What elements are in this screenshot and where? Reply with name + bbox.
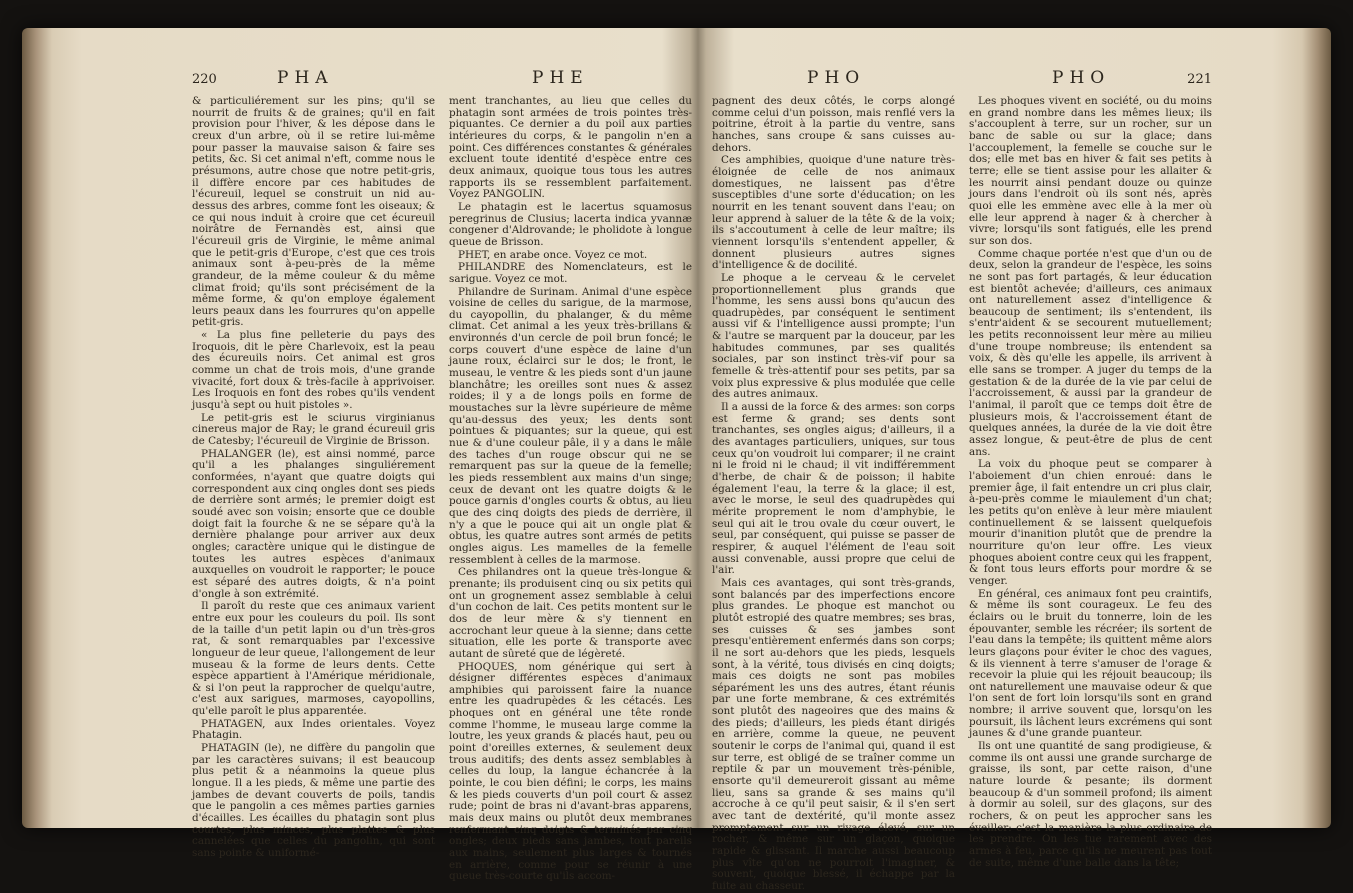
paragraph: Ces philandres ont la queue très-longue & prenante; ils produisent cinq ou six petits qui ont un grognement assez semblable à celui d'un cochon de lait. Ces petits montent sur le dos de leur mère & s'y tiennent en accrochant leur queue à la sienne; dans cette situation, elle les porte & transporte avec autant de sûreté que de légèreté. <box>449 566 692 660</box>
text-column <box>969 95 1212 869</box>
paragraph: « La plus fine pelleterie du pays des Iroquois, dit le père Charlevoix, est la peau des écureuils noirs. Cet animal est gros comme un chat de trois mois, d'une grande vivacité, fort doux & très-facile à apprivoiser. Les Iroquois en font des robes qu'ils vendent jusqu'à sept ou huit pistoles ». <box>192 329 435 412</box>
paragraph: Ils ont une quantité de sang prodigieuse, & comme ils ont aussi une grande surcharge de graisse, ils sont, par cette raison, d'une nature lourde & pesante; ils dorment beaucoup & d'un sommeil profond; ils aiment à dormir au soleil, sur des glaçons, sur des rochers, & on peut les approcher sans les éveiller: c'est la manière la plus ordinaire de les prendre. On les tue rarement avec des armes à feu, parce qu'ils ne meurent pas tout de suite, même d'une balle dans la tête; <box>969 740 1212 869</box>
paragraph: Le petit-gris est le sciurus virginianus cinereus major de Ray; le grand écureuil gris de Catesby; l'écureuil de Virginie de Brisson. <box>192 411 435 448</box>
paragraph: & particuliérement sur les pins; qu'il se nourrit de fruits & de graines; qu'il en fait provision pour l'hiver, & les dépose dans le creux d'un arbre, où il se retire lui-même pour passer la mauvaise saison & faire ses petits, &c. Si cet animal n'eft, comme nous le présumons, autre chose que notre petit-gris, il diffère encore par ces habitudes de l'écureuil, lequel se construit un nid au-dessus des arbres, comme font les oiseaux; & ce qui nous induit à croire que cet écureuil noirâtre de Fernandès est, ainsi que l'écureuil gris de Virginie, le même animal que le petit-gris d'Europe, c'est que ces trois animaux sont à-peu-près de la même grandeur, de la même couleur & du même climat froid; qu'ils sont précisément de la même forme, & qu'on employe également leurs peaux dans les fourrures qu'on appelle petit-gris. <box>192 95 435 329</box>
page-number: 221 <box>1187 72 1212 87</box>
page-number: 220 <box>192 72 217 87</box>
header-word: PHA <box>277 68 334 88</box>
header-word: PHE <box>532 68 589 88</box>
paragraph: Le phoque a le cerveau & le cervelet proportionnellement plus grands que l'homme, les sens aussi bons qu'aucun des quadrupèdes, par conséquent le sentiment aussi vif & l'intelligence aussi prompte; l'un & l'autre se marquent par la douceur, par les habitudes communes, par ses qualités sociales, par son instinct très-vif pour sa femelle & très-attentif pour ses petits, par sa voix plus expressive & plus modulée que celle des autres animaux. <box>712 271 955 401</box>
left-running-head <box>192 68 692 96</box>
paragraph: La voix du phoque peut se comparer à l'aboiement d'un chien enroué: dans le premier âge, il fait entendre un cri plus clair, à-peu-près comme le miaulement d'un chat; les petits qu'on enlève à leur mère miaulent continuellement & se laissent quelquefois mourir d'inanition plutôt que de prendre la nourriture qu'on leur offre. Les vieux phoques aboient contre ceux qui les frappent, & font tous leurs efforts pour mordre & se venger. <box>969 458 1212 587</box>
text-column <box>449 95 692 883</box>
paragraph: PHATAGIN (le), ne diffère du pangolin que par les caractères suivans; il est beaucoup plus petit & a néanmoins la queue plus longue. Il a les pieds, & même une partie des jambes de devant couverts de poils, tandis que le pangolin a ces mêmes parties garnies d'écailles. Les écailles du phatagin sont plus courtes, plus minces, plus plattes & plus cannelées que celles du pangolin, qui sont sans pointe & uniformé- <box>192 742 435 859</box>
paragraph: Mais ces avantages, qui sont très-grands, sont balancés par des imperfections encore plus grandes. Le phoque est manchot ou plutôt estropié des quatre membres; ses bras, ses cuisses & ses jambes sont presqu'entièrement enfermés dans son corps; il ne sort au-dehors que les pieds, lesquels sont, à la vérité, tous divisés en cinq doigts; mais ces doigts ne sont pas mobiles séparément les uns des autres, étant réunis par une forte membrane, & ces extrémités sont plutôt des nageoires que des mains & des pieds; d'ailleurs, les pieds étant dirigés en arrière, comme la queue, ne peuvent soutenir le corps de l'animal qui, quand il est sur terre, est obligé de se traîner comme un reptile & par un mouvement très-pénible, ensorte qu'il demeureroit gissant au même lieu, sans sa grande & ses mains qu'il accroche à ce qu'il peut saisir, & il s'en sert avec tant de dextérité, qu'il monte assez promptement sur un rivage élevé, sur un rocher, & même sur un glaçon, quoique rapide & glissant. Il marche aussi beaucoup plus vîte qu'on ne pourroit l'imaginer, & souvent, quoique blessé, il échappe par la fuite au chasseur. <box>712 576 955 892</box>
paragraph: PHALANGER (le), est ainsi nommé, parce qu'il a les phalanges singuliérement conformées, n'ayant que quatre doigts qui correspondent aux cinq ongles dont ses pieds de derrière sont armés; le premier doigt est soudé avec son voisin; ensorte que ce double doigt fait la fourche & ne se sépare qu'à la dernière phalange pour arriver aux deux ongles; caractère unique qui le distingue de toutes les autres espèces d'animaux auxquelles on voudroit le rapporter; le pouce est séparé des autres doigts, & n'a point d'ongle à son extrémité. <box>192 447 435 600</box>
paragraph: Il a aussi de la force & des armes: son corps est ferme & grand; ses dents sont tranchantes, ses ongles aigus; d'ailleurs, il a des avantages particuliers, uniques, sur tous ceux qu'on voudroit lui comparer; il ne craint ni le froid ni le chaud; il vit indifféremment d'herbe, de chair & de poisson; il habite également l'eau, la terre & la glace; il est, avec le morse, le seul des quadrupèdes qui mérite proprement le nom d'amphybie, le seul qui ait le trou ovale du cœur ouvert, le seul, par conséquent, qui puisse se passer de respirer, & auquel l'élément de l'eau soit aussi convenable, aussi propre que celui de l'air. <box>712 401 955 577</box>
paragraph: Les phoques vivent en société, ou du moins en grand nombre dans les mêmes lieux; ils s'accouplent à terre, sur un rocher, sur un banc de sable ou sur la glace; dans l'accouplement, la femelle se couche sur le dos; elle met bas en hiver & fait ses petits à terre; elle se tient assise pour les allaiter & les nourrit ainsi pendant douze ou quinze jours dans l'endroit où ils sont nés, après quoi elle les emmène avec elle à la mer où elle leur apprend à nager & à chercher à vivre; lorsqu'ils sont fatigués, elle les prend sur son dos. <box>969 95 1212 247</box>
paragraph: En général, ces animaux font peu craintifs, & même ils sont courageux. Le feu des éclairs ou le bruit du tonnerre, loin de les épouvanter, semble les récréer; ils sortent de l'eau dans la tempête; ils quittent même alors leurs glaçons pour éviter le choc des vagues, & ils viennent à terre s'amuser de l'orage & recevoir la pluie qui les réjouit beaucoup; ils ont naturellement une mauvaise odeur & que l'on sent de fort loin lorsqu'ils sont en grand nombre; il arrive souvent que, lorsqu'on les poursuit, ils lâchent leurs excrémens qui sont jaunes & d'une grande puanteur. <box>969 587 1212 740</box>
paragraph: Ces amphibies, quoique d'une nature très-éloignée de celle de nos animaux domestiques, ne laissent pas d'être susceptibles d'une sorte d'éducation; on les nourrit en les tenant souvent dans l'eau; on leur apprend à saluer de la tête & de la voix; ils s'accoutument à celle de leur maître; ils viennent lorsqu'ils s'entendent appeller, & donnent plusieurs autres signes d'intelligence & de docilité. <box>712 154 955 272</box>
open-book <box>22 28 1331 892</box>
paragraph: pagnent des deux côtés, le corps alongé comme celui d'un poisson, mais renflé vers la poitrine, étroit à la partie du ventre, sans hanches, sans croupe & sans cuisses au-dehors. <box>712 95 955 154</box>
header-word: PHO <box>1052 68 1111 88</box>
paragraph: Le phatagin est le lacertus squamosus peregrinus de Clusius; lacerta indica yvannæ congener d'Aldrovande; le pholidote à longue queue de Brisson. <box>449 200 692 248</box>
paragraph: PHET, en arabe once. Voyez ce mot. <box>458 248 648 261</box>
left-page <box>192 68 692 883</box>
right-page <box>712 68 1212 892</box>
paragraph: PHILANDRE des Nomenclateurs, est le sarigue. Voyez ce mot. <box>449 261 692 285</box>
paragraph: ment tranchantes, au lieu que celles du phatagin sont armées de trois pointes très-piquantes. Ce dernier a du poil aux parties intérieures du corps, & le pangolin n'en a point. Ces différences constantes & générales excluent toute identité d'espèce entre ces deux animaux, quoique tous tous les autres rapports ils se ressemblent parfaitement. Voyez PANGOLIN. <box>449 95 692 201</box>
right-running-head <box>712 68 1212 96</box>
text-column <box>712 95 955 892</box>
header-word: PHO <box>807 68 866 88</box>
paragraph: PHATAGEN, aux Indes orientales. Voyez Phatagin. <box>192 717 435 742</box>
paragraph: Il paroît du reste que ces animaux varient entre eux pour les couleurs du poil. Ils sont de la taille d'un petit lapin ou d'un très-gros rat, & sont remarquables par l'excessive longueur de leur queue, l'allongement de leur museau & la forme de leurs dents. Cette espèce appartient à l'Amérique méridionale, & si l'on peut la rapprocher de quelqu'autre, c'est aux sarigues, marmoses, cayopollins, qu'elle paroît le plus apparentée. <box>192 600 435 718</box>
paragraph: PHOQUES, nom générique qui sert à désigner différentes espèces d'animaux amphibies qui paroissent faire la nuance entre les quadrupèdes & les cétacés. Les phoques ont en général une tête ronde comme l'homme, le museau large comme la loutre, les yeux grands & placés haut, peu ou point d'oreilles externes, & seulement deux trous auditifs; des dents assez semblables à celles du loup, la langue échancrée à la pointe, le cou bien défini; le corps, les mains & les pieds couverts d'un poil court & assez rude; point de bras ni d'avant-bras apparens, mais deux mains ou plutôt deux membranes renfermant cinq doigts & terminés par cinq ongles; deux pieds sans jambes, tout pareils aux mains, seulement plus larges & tournés en arrière, comme pour se réunir à une queue très-courte qu'ils accom- <box>449 660 692 883</box>
paragraph: Comme chaque portée n'est que d'un ou de deux, selon la grandeur de l'espèce, les soins ne sont pas fort partagés, & leur éducation est bientôt achevée; d'ailleurs, ces animaux ont naturellement assez d'intelligence & beaucoup de sentiment; ils s'entendent, ils s'entr'aident & se secourent mutuellement; les petits reconnoissent leur mère au milieu d'une troupe nombreuse; ils entendent sa voix, & dès qu'elle les appelle, ils arrivent à elle sans se tromper. A juger du temps de la gestation & de la durée de la vie par celui de l'accroissement, & aussi par la grandeur de l'animal, il paroît que ce temps doit être de plusieurs mois, & l'accroissement étant de quelques années, la durée de la vie doit être assez longue, & peut-être de plus de cent ans. <box>969 247 1212 458</box>
paragraph: Philandre de Surinam. Animal d'une espèce voisine de celles du sarigue, de la marmose, du cayopollin, du phalanger, & du même climat. Cet animal a les yeux très-brillans & environnés d'un cercle de poil brun foncé; le corps couvert d'une espèce de laine d'un jaune roux, éclairci sur le dos; le front, le museau, le ventre & les pieds sont d'un jaune blanchâtre; les oreilles sont nues & assez roides; il y a de longs poils en forme de moustaches sur la lèvre supérieure de même qu'au-dessus des yeux; les dents sont pointues & piquantes; sur la queue, qui est nue & d'une couleur pâle, il y a dans le mâle des taches d'un rouge obscur qui ne se remarquent pas sur la queue de la femelle; les pieds ressemblent aux mains d'un singe; ceux de devant ont les quatre doigts & le pouce garnis d'ongles courts & obtus, au lieu que des cinq doigts des pieds de derrière, il n'y a que le pouce qui ait un ongle plat & obtus, les quatre autres sont armés de petits ongles aigus. Les mamelles de la femelle ressemblent à celles de la marmose. <box>449 285 692 566</box>
text-column <box>192 95 435 859</box>
